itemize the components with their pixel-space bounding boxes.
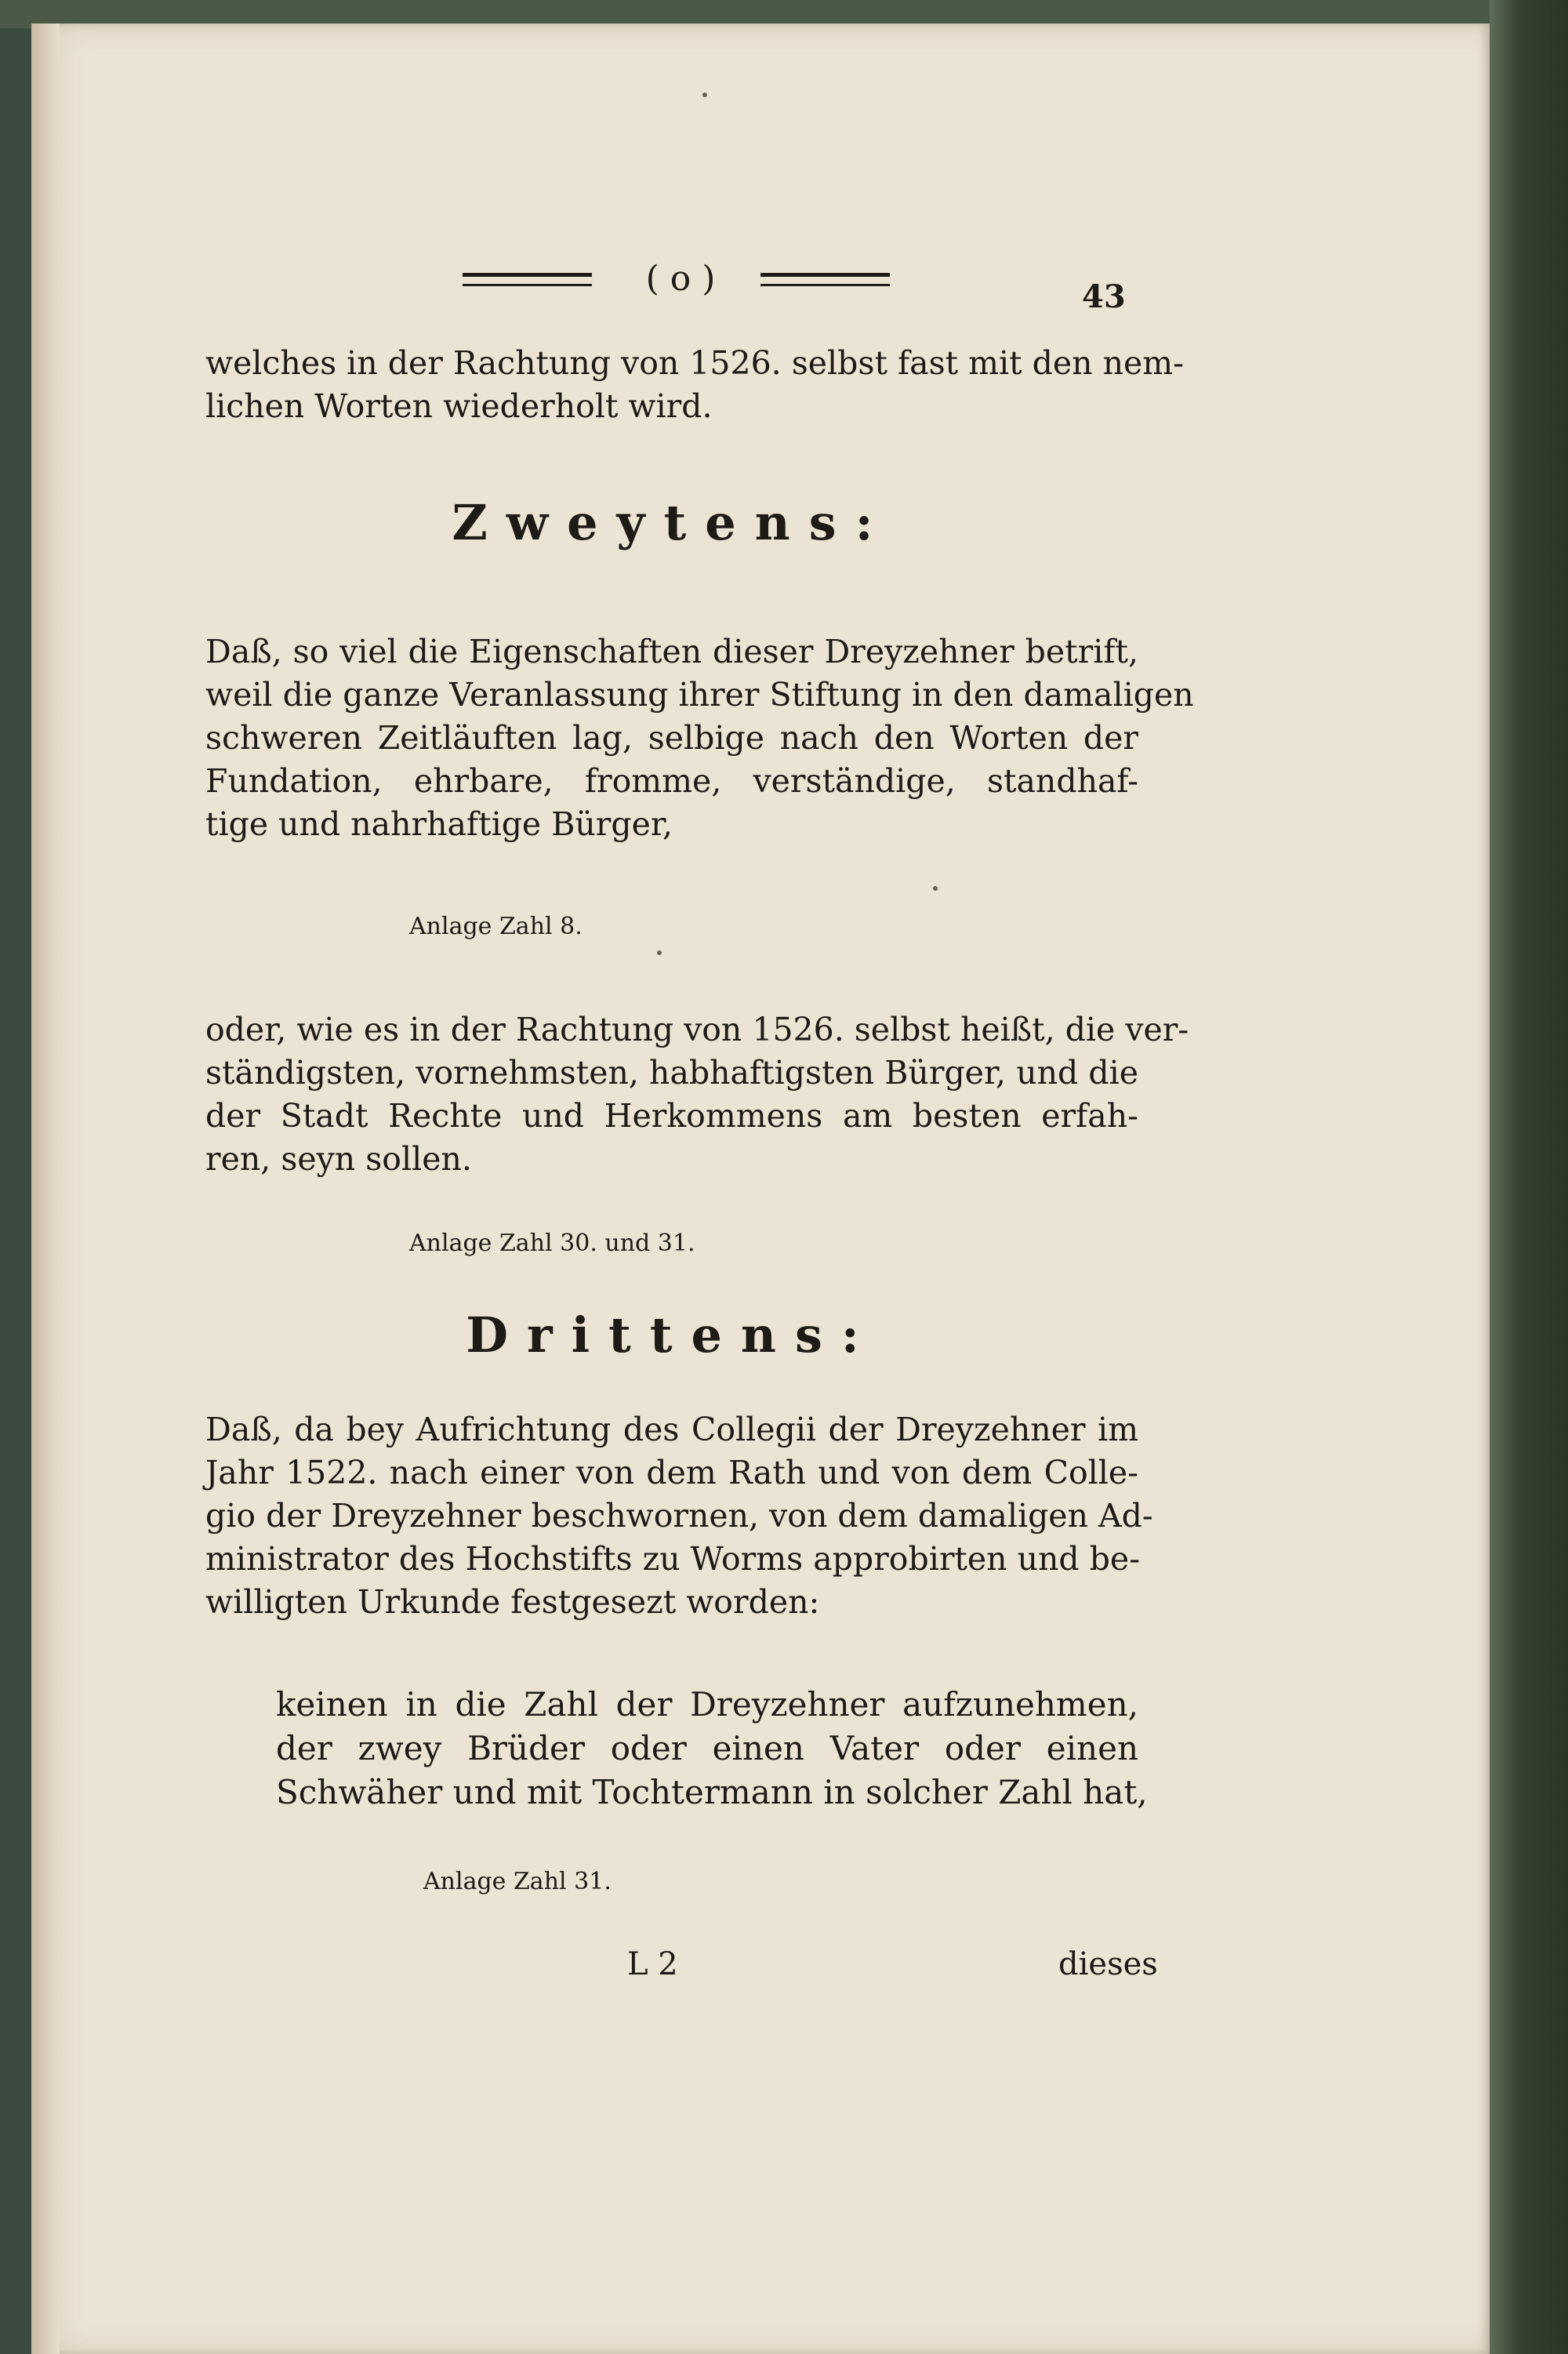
section-heading-zweytens: Zweytens: <box>452 494 892 551</box>
text-line: oder, wie es in der Rachtung von 1526. selbst heißt, die ver- <box>205 1011 1189 1048</box>
appendix-reference: Anlage Zahl 31. <box>423 1868 612 1895</box>
appendix-reference: Anlage Zahl 8. <box>409 913 583 940</box>
quote-line: keinen in die Zahl der Dreyzehner aufzunehmen, <box>276 1685 1138 1724</box>
book-cover-edge <box>1490 0 1568 2354</box>
signature-mark: L 2 <box>627 1946 678 1982</box>
page-header <box>463 259 1482 321</box>
appendix-reference: Anlage Zahl 30. und 31. <box>409 1230 695 1257</box>
paper-speck <box>702 93 707 97</box>
paragraph-4 <box>205 1408 1153 1624</box>
paragraph-3 <box>205 1008 1189 1181</box>
paper-speck <box>933 886 938 891</box>
text-line: der Stadt Rechte und Herkommens am besten erfah- <box>205 1097 1138 1135</box>
text-line: weil die ganze Veranlassung ihrer Stiftung in den damaligen <box>205 676 1194 714</box>
header-ornament: ( o ) <box>645 259 716 299</box>
catchword: dieses <box>1058 1946 1158 1982</box>
text-line: welches in der Rachtung von 1526. selbst fast mit den nem- <box>205 344 1184 382</box>
quote-line: der zwey Brüder oder einen Vater oder einen <box>276 1729 1138 1767</box>
text-line: lichen Worten wiederholt wird. <box>205 387 713 425</box>
quoted-passage <box>276 1683 1148 1815</box>
text-line: schweren Zeitläuften lag, selbige nach den Worten der <box>205 719 1138 757</box>
header-rule-left <box>463 273 592 277</box>
section-heading-drittens: Drittens: <box>466 1306 878 1364</box>
text-line: Daß, so viel die Eigenschaften dieser Dreyzehner betrift, <box>205 633 1138 670</box>
text-line: gio der Dreyzehner beschwornen, von dem damaligen Ad- <box>205 1497 1153 1535</box>
text-line: Daß, da bey Aufrichtung des Collegii der Dreyzehner im <box>205 1411 1138 1448</box>
page-gutter <box>31 24 60 2354</box>
text-line: Jahr 1522. nach einer von dem Rath und von dem Colle- <box>205 1454 1138 1491</box>
paragraph-1 <box>205 342 1184 428</box>
quote-line: Schwäher und mit Tochtermann in solcher Zahl hat, <box>276 1773 1148 1811</box>
text-line: ren, seyn sollen. <box>205 1140 472 1178</box>
text-line: Fundation, ehrbare, fromme, verständige, standhaf- <box>205 762 1138 800</box>
page-number: 43 <box>1082 278 1126 315</box>
text-line: ständigsten, vornehmsten, habhaftigsten Bürger, und die <box>205 1054 1138 1092</box>
paper-speck <box>657 950 662 955</box>
paragraph-2 <box>205 630 1194 846</box>
header-rule-right-thin <box>760 284 890 286</box>
header-rule-left-thin <box>463 284 592 286</box>
text-line: tige und nahrhaftige Bürger, <box>205 805 673 843</box>
text-line: ministrator des Hochstifts zu Worms approbirten und be- <box>205 1540 1141 1578</box>
header-rule-right <box>760 273 890 277</box>
text-line: willigten Urkunde festgesezt worden: <box>205 1583 820 1621</box>
